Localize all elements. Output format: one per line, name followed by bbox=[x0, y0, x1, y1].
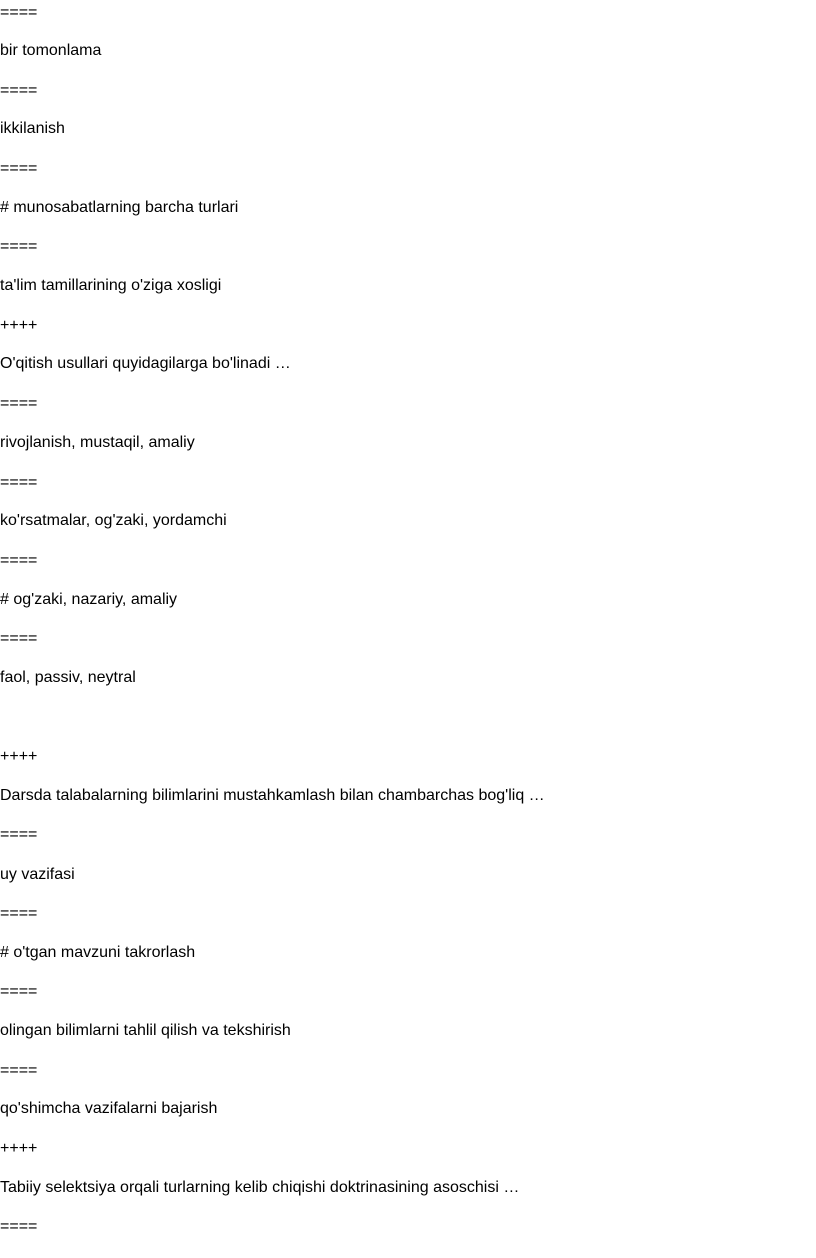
correct-answer: # og'zaki, nazariy, amaliy bbox=[0, 591, 178, 608]
question-marker: ++++ bbox=[0, 748, 38, 765]
separator-line: ==== bbox=[0, 905, 38, 922]
separator-line: ==== bbox=[0, 630, 38, 647]
answer-option: ikkilanish bbox=[0, 120, 65, 137]
answer-option: ko'rsatmalar, og'zaki, yordamchi bbox=[0, 512, 227, 529]
separator-line: ==== bbox=[0, 983, 38, 1000]
separator-line: ==== bbox=[0, 82, 38, 99]
separator-line: ==== bbox=[0, 395, 38, 412]
separator-line: ==== bbox=[0, 1218, 38, 1235]
correct-answer: # munosabatlarning barcha turlari bbox=[0, 199, 239, 216]
correct-answer: # o'tgan mavzuni takrorlash bbox=[0, 944, 196, 961]
separator-line: ==== bbox=[0, 1062, 38, 1079]
separator-line: ==== bbox=[0, 4, 38, 21]
separator-line: ==== bbox=[0, 160, 38, 177]
answer-option: olingan bilimlarni tahlil qilish va tekshirish bbox=[0, 1022, 291, 1039]
answer-option: qo'shimcha vazifalarni bajarish bbox=[0, 1100, 218, 1117]
answer-option: faol, passiv, neytral bbox=[0, 669, 136, 686]
question-text: Darsda talabalarning bilimlarini mustahkamlash bilan chambarchas bog'liq … bbox=[0, 787, 545, 804]
answer-option: bir tomonlama bbox=[0, 42, 102, 59]
separator-line: ==== bbox=[0, 238, 38, 255]
answer-option: rivojlanish, mustaqil, amaliy bbox=[0, 434, 195, 451]
question-marker: ++++ bbox=[0, 1140, 38, 1157]
question-marker: ++++ bbox=[0, 317, 38, 334]
separator-line: ==== bbox=[0, 474, 38, 491]
separator-line: ==== bbox=[0, 552, 38, 569]
answer-option: ta'lim tamillarining o'ziga xosligi bbox=[0, 277, 222, 294]
separator-line: ==== bbox=[0, 826, 38, 843]
question-text: Tabiiy selektsiya orqali turlarning kelib chiqishi doktrinasining asoschisi … bbox=[0, 1179, 520, 1196]
answer-option: uy vazifasi bbox=[0, 866, 75, 883]
question-text: O'qitish usullari quyidagilarga bo'linadi … bbox=[0, 355, 291, 372]
